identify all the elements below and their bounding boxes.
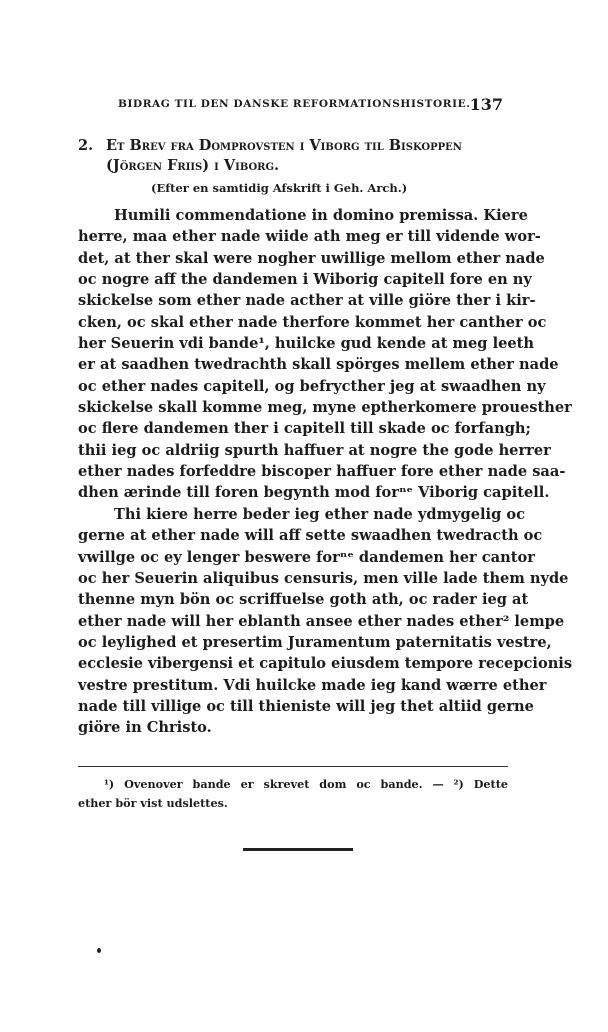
ink-speck xyxy=(97,948,101,953)
source-note: (Efter en samtidig Afskrift i Geh. Arch.) xyxy=(151,181,408,195)
end-of-section-rule xyxy=(243,848,353,851)
footnotes xyxy=(78,775,508,813)
heading-line-1 xyxy=(78,136,508,156)
body-line: cken, oc skal ether nade therfore kommet her canther oc xyxy=(78,313,547,331)
body-line: nade till villige oc till thieniste will jeg thet altiid gerne xyxy=(78,697,534,715)
body-line: skickelse skall komme meg, myne eptherkomere prouesther xyxy=(78,399,572,417)
running-head xyxy=(118,95,503,114)
footnote-line: ¹) Ovenover bande er skrevet dom oc bande. — ²) Dette xyxy=(104,777,508,791)
body-line: Humili commendatione in domino premissa. Kiere xyxy=(114,207,528,224)
body-line: gerne at ether nade will aff sette swaadhen twedracth oc xyxy=(78,527,543,545)
body-line: vestre prestitum. Vdi huilcke made ieg kand wærre ether xyxy=(78,676,547,694)
body-line: er at saadhen twedrachth skall spörges mellem ether nade xyxy=(78,356,559,374)
body-line: her Seuerin vdi bande¹, huilcke gud kende at meg leeth xyxy=(78,335,535,353)
body-line: giöre in Christo. xyxy=(78,719,212,737)
body-line: oc flere dandemen ther i capitell till skade oc forfangh; xyxy=(78,420,531,438)
body-line: Thi kiere herre beder ieg ether nade ydmygelig oc xyxy=(114,505,526,523)
body-line: oc ether nades capitell, og befrycther jeg at swaadhen ny xyxy=(78,377,546,395)
body-line: ether nade will her eblanth ansee ether nades ether² lempe xyxy=(78,612,565,630)
heading-line-2: (Jörgen Friis) i Viborg. xyxy=(106,157,280,174)
heading-title: Et Brev fra Domprovsten i Viborg til Biskoppen xyxy=(106,137,462,154)
body-line: ether nades forfeddre biscoper haffuer fore ether nade saa- xyxy=(78,463,566,481)
body-line: det, at ther skal were nogher uwillige mellom ether nade xyxy=(78,249,545,267)
page-number: 137 xyxy=(469,95,503,114)
body-line: thenne myn bön oc scriffuelse goth ath, oc rader ieg at xyxy=(78,591,529,609)
body-line: thii ieg oc aldriig spurth haffuer at nogre the gode herrer xyxy=(78,441,551,459)
footnote-line: ether bör vist udslettes. xyxy=(78,796,228,810)
body-line: dhen ærinde till foren begynth mod forⁿᵉ Viborig capitell. xyxy=(78,484,550,502)
body-line: oc nogre aff the dandemen i Wiborig capitell fore en ny xyxy=(78,271,532,289)
footnote-divider xyxy=(78,766,508,767)
letter-body xyxy=(78,205,573,739)
body-line: oc her Seuerin aliquibus censuris, men ville lade them nyde xyxy=(78,569,569,587)
body-line: herre, maa ether nade wiide ath meg er till vidende wor- xyxy=(78,228,541,246)
body-line: ecclesie vibergensi et capitulo eiusdem tempore recepcionis xyxy=(78,655,573,673)
section-number: 2. xyxy=(78,137,94,154)
body-line: vwillge oc ey lenger beswere forⁿᵉ dandemen her cantor xyxy=(78,548,535,566)
letter-heading xyxy=(78,136,508,176)
running-head-title: BIDRAG TIL DEN DANSKE REFORMATIONSHISTORIE. xyxy=(118,98,471,110)
body-line: skickelse som ether nade acther at ville giöre ther i kir- xyxy=(78,292,536,310)
body-line: oc leylighed et presertim Juramentum paternitatis vestre, xyxy=(78,633,552,651)
